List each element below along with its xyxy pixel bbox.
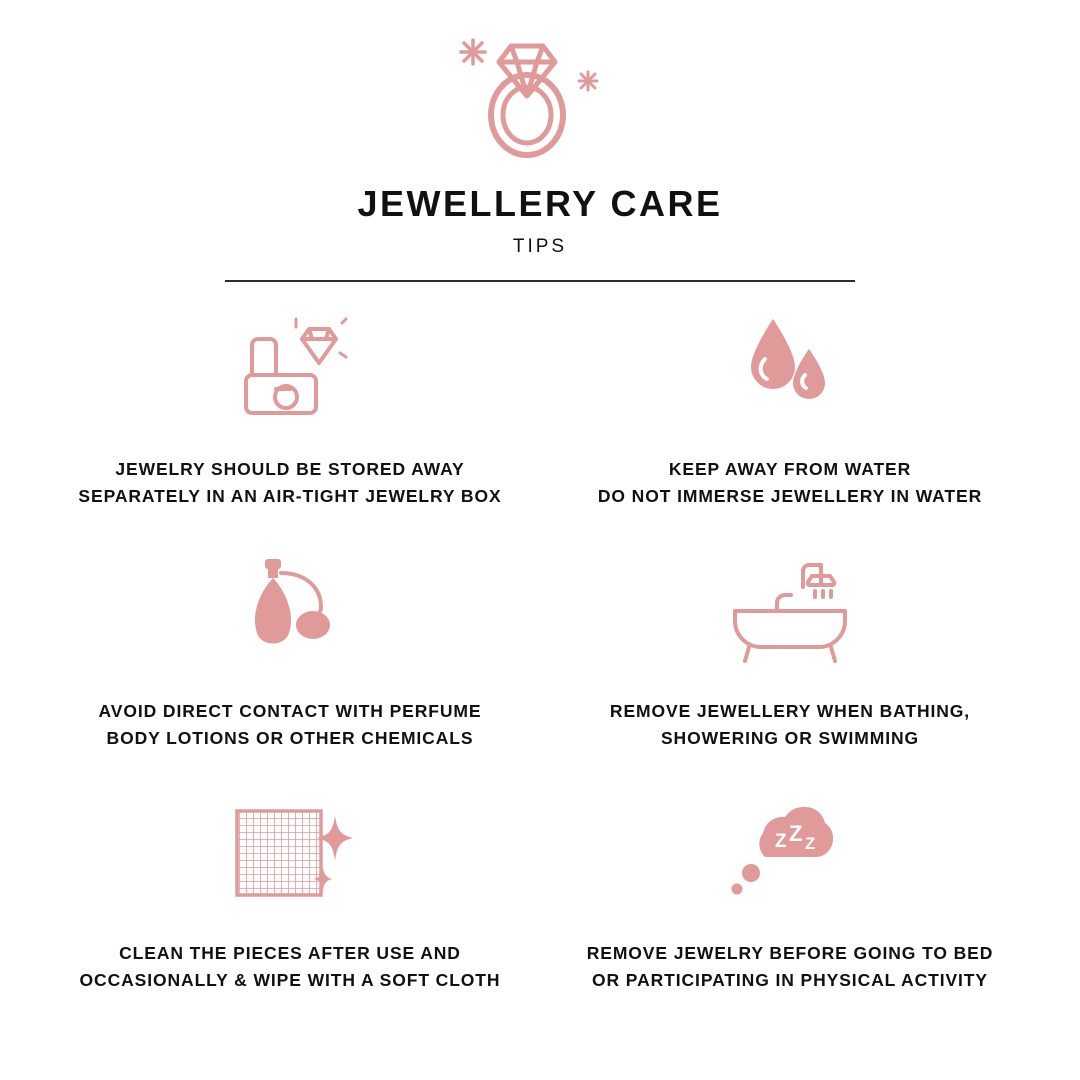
tip-item: [540, 312, 1040, 554]
tip-text: [598, 456, 982, 510]
header: [0, 0, 1080, 282]
page-title: JEWELLERY CARE: [357, 183, 723, 224]
tip-item: [40, 796, 540, 1038]
divider: [225, 280, 855, 282]
svg-text:Z: Z: [805, 833, 816, 853]
sleep-cloud-zzz-icon: [725, 797, 855, 915]
water-drops-icon: [735, 313, 845, 431]
diamond-ring-icon: [455, 18, 625, 168]
tips-grid: [0, 312, 1080, 1038]
cleaning-cloth-sparkle-icon: [225, 797, 355, 915]
tip-text-line: SEPARATELY IN AN AIR-TIGHT JEWELRY BOX: [78, 485, 502, 506]
tip-text-line: BODY LOTIONS OR OTHER CHEMICALS: [106, 727, 474, 748]
tip-icon-wrapper: [725, 796, 855, 916]
tip-icon-wrapper: [230, 312, 350, 432]
tip-icon-wrapper: [235, 554, 345, 674]
tip-text-line: AVOID DIRECT CONTACT WITH PERFUME: [98, 700, 482, 721]
tip-item: [40, 312, 540, 554]
tip-text-line: SHOWERING OR SWIMMING: [660, 727, 920, 748]
tip-icon-wrapper: [225, 796, 355, 916]
svg-text:Z: Z: [775, 830, 787, 852]
bathtub-shower-icon: [725, 555, 855, 673]
page-subtitle: TIPS: [512, 235, 568, 257]
perfume-bottle-icon: [235, 555, 345, 673]
tip-text-line: REMOVE JEWELLERY WHEN BATHING,: [609, 700, 971, 721]
tip-text: [80, 940, 501, 994]
jewelry-box-icon: [230, 313, 350, 431]
tip-text: [99, 698, 482, 752]
tip-text: [610, 698, 970, 752]
tip-text-line: KEEP AWAY FROM WATER: [668, 458, 912, 479]
tip-icon-wrapper: [725, 554, 855, 674]
tip-text-line: REMOVE JEWELRY BEFORE GOING TO BED: [586, 942, 994, 963]
tip-text-line: JEWELRY SHOULD BE STORED AWAY: [115, 458, 465, 479]
svg-text:Z: Z: [789, 820, 803, 846]
tip-text-line: CLEAN THE PIECES AFTER USE AND: [119, 942, 461, 963]
tip-text-line: DO NOT IMMERSE JEWELLERY IN WATER: [597, 485, 983, 506]
tip-text-line: OCCASIONALLY & WIPE WITH A SOFT CLOTH: [79, 969, 501, 990]
tip-text: [78, 456, 501, 510]
tip-item: [40, 554, 540, 796]
tip-text-line: OR PARTICIPATING IN PHYSICAL ACTIVITY: [592, 969, 988, 990]
tip-item: [540, 554, 1040, 796]
tip-icon-wrapper: [735, 312, 845, 432]
tip-text: [587, 940, 994, 994]
tip-item: [540, 796, 1040, 1038]
